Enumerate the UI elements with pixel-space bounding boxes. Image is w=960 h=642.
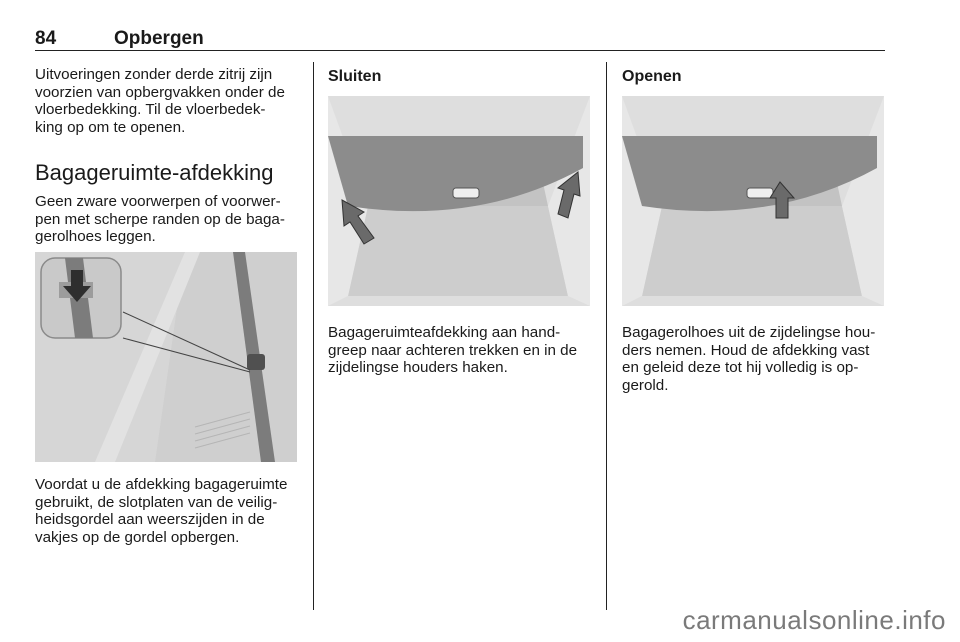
column-divider-2	[606, 62, 607, 610]
chapter-title: Opbergen	[114, 28, 204, 49]
watermark: carmanualsonline.info	[682, 605, 946, 635]
intro-paragraph: Uitvoeringen zonder derde zitrij zijn voorzien van opbergvakken onder de vloerbedekking. Til de vloerbedek- king op om te openen.	[35, 66, 285, 136]
cover-closing-illustration	[328, 96, 590, 306]
caption-seatbelt: Voordat u de afdekking bagageruimte gebruikt, de slotplaten van de veilig- heidsgordel aan weerszijden in de vakjes op de gordel opbergen.	[35, 476, 288, 546]
header-rule	[35, 50, 885, 51]
seatbelt-illustration	[35, 252, 297, 462]
warning-paragraph: Geen zware voorwerpen of voorwer- pen met scherpe randen op de baga- gerolhoes leggen.	[35, 193, 285, 246]
caption-closing: Bagageruimteafdekking aan hand- greep naar achteren trekken en in de zijdelingse houders haken.	[328, 324, 578, 377]
section-title: Bagageruimte-afdekking	[35, 160, 274, 185]
cover-opening-illustration	[622, 96, 884, 306]
heading-openen: Openen	[622, 68, 682, 85]
heading-sluiten: Sluiten	[328, 68, 382, 85]
column-divider-1	[313, 62, 314, 610]
page-header	[35, 24, 885, 50]
page-number: 84	[35, 28, 57, 49]
caption-opening: Bagagerolhoes uit de zijdelingse hou- ders nemen. Houd de afdekking vast en geleid deze tot hij volledig is op- gerold.	[622, 324, 876, 394]
